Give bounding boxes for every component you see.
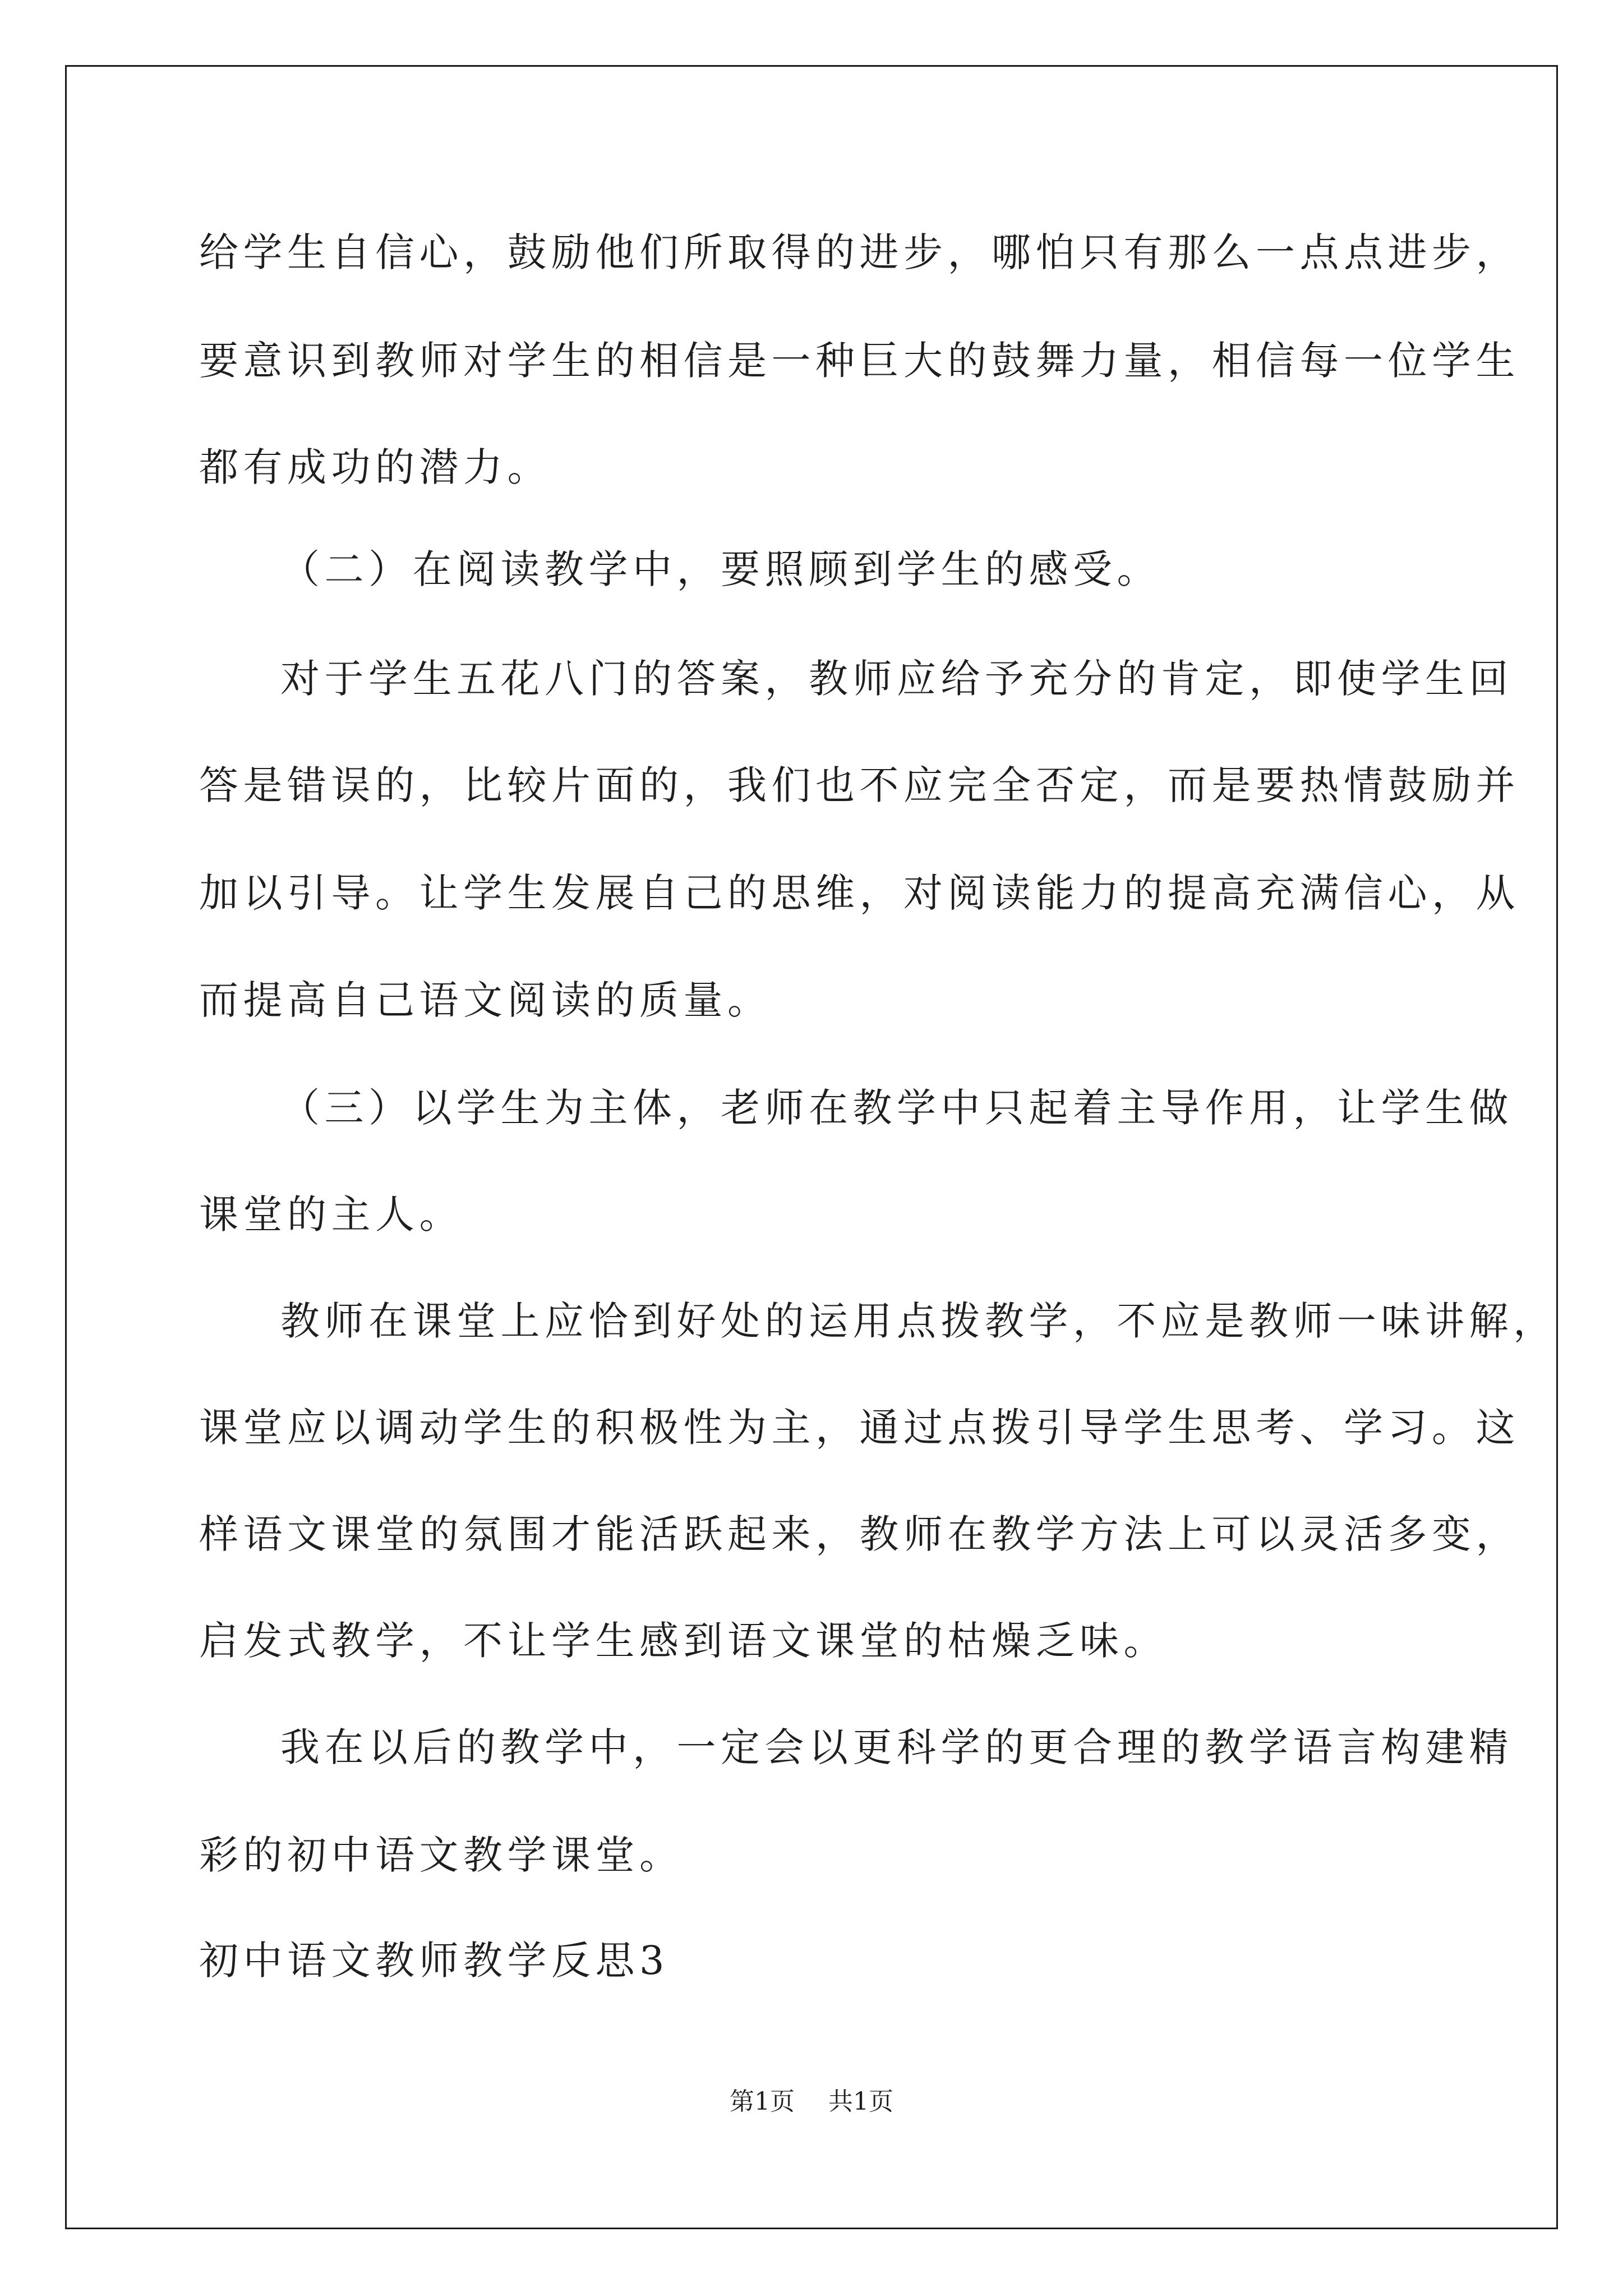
text-line: 加以引导。让学生发展自己的思维，对阅读能力的提高充满信心，从 — [199, 870, 1520, 916]
page-number: 第1页 — [730, 2087, 795, 2116]
text-line: 彩的初中语文教学课堂。 — [199, 1832, 684, 1878]
text-line: 课堂的主人。 — [199, 1191, 463, 1237]
total-pages: 共1页 — [828, 2087, 893, 2116]
section-title: 初中语文教师教学反思3 — [199, 1938, 670, 1984]
subheading: （二）在阅读教学中，要照顾到学生的感受。 — [280, 546, 1161, 592]
paragraph-start: 我在以后的教学中，一定会以更科学的更合理的教学语言构建精 — [280, 1724, 1513, 1770]
text-line: 课堂应以调动学生的积极性为主，通过点拨引导学生思考、学习。这 — [199, 1405, 1520, 1451]
page-footer — [0, 2081, 1623, 2117]
text-line: 要意识到教师对学生的相信是一种巨大的鼓舞力量，相信每一位学生 — [199, 338, 1520, 384]
text-line: 给学生自信心，鼓励他们所取得的进步，哪怕只有那么一点点进步， — [199, 229, 1520, 275]
page-border — [65, 65, 1558, 2229]
text-line: 答是错误的，比较片面的，我们也不应完全否定，而是要热情鼓励并 — [199, 762, 1520, 808]
subheading: （三）以学生为主体，老师在教学中只起着主导作用，让学生做 — [280, 1085, 1513, 1131]
text-line: 都有成功的潜力。 — [199, 444, 551, 490]
paragraph-start: 教师在课堂上应恰到好处的运用点拨教学，不应是教师一味讲解， — [280, 1298, 1557, 1344]
paragraph-start: 对于学生五花八门的答案，教师应给予充分的肯定，即使学生回 — [280, 656, 1513, 702]
text-line: 样语文课堂的氛围才能活跃起来，教师在教学方法上可以灵活多变， — [199, 1511, 1520, 1557]
text-line: 启发式教学，不让学生感到语文课堂的枯燥乏味。 — [199, 1618, 1168, 1664]
text-line: 而提高自己语文阅读的质量。 — [199, 977, 772, 1023]
